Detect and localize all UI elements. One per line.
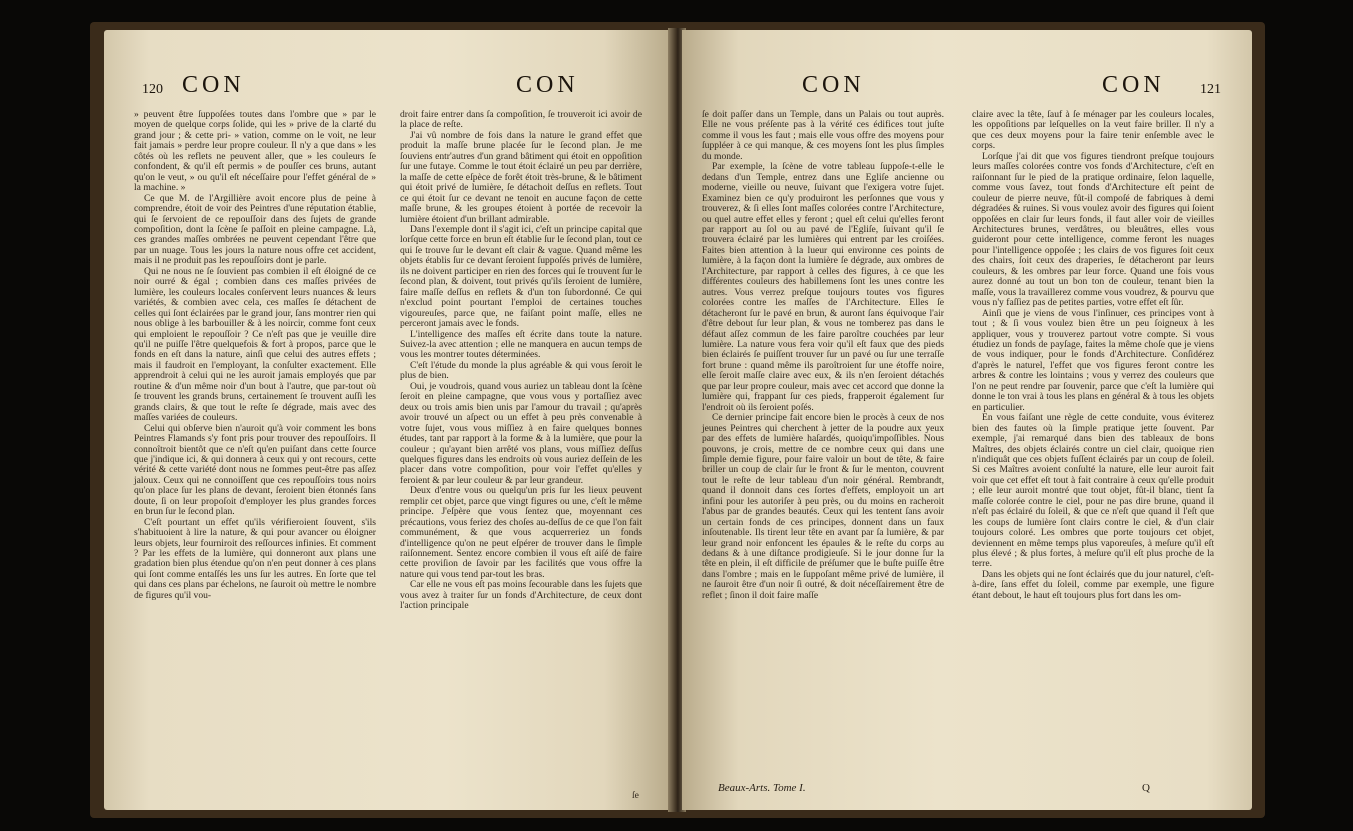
paragraph: Lorſque j'ai dit que vos figures tiendront preſque toujours leurs maſſes colorées contre vos fonds d'Architecture, c'eſt en raiſonnant ſur le pied de la pratique ordinaire, ſelon laquelle, comme vous ſavez, tout fonds d'Architecture eſt peint de couleur de pierre neuve, fût-il compoſé de fabriques à demi dégradées & ruines. Si vous voulez avoir des figures qui ſoient oppoſées en clair ſur leurs fonds, il faut aller voir de vieilles Architectures brunes, verdâtres, ou bleuâtres, elles vous guideront pour cette intelligence, comme feront les nuages pour l'intelligence oppoſée ; les clairs de vos figures ſoit ceux des chairs, ſoit ceux des draperies, ſe détacheront par leurs couleurs, & les ombres par leur force. Quand une fois vous aurez donné au tout un bon ton de couleur, tenant bien la maſſe, vous la travaillerez comme vous voudrez, & pourvu que vous n'y faſſiez pas de petites parties, votre effet eſt ſûr.	[972, 150, 1214, 309]
right-header-right: CON	[1102, 72, 1165, 98]
right-page	[682, 30, 1252, 810]
paragraph: Ainſi que je viens de vous l'inſinuer, ces principes vont à tout ; & ſi vous voulez bien être un peu ſoigneux à les appliquer, vous y trouverez partout votre compte. Si vous étudiez un fonds de payſage, faites la même choſe que je viens de vous indiquer, pour le fonds d'Architecture. Conſidérez d'après le naturel, l'effet que vos figures feront contre les arbres & contre les lointains ; vous y verrez des couleurs que l'on ne peut rendre par ſouvenir, parce que c'eſt la lumière qui donne le ton vrai à tous les plans en général & à tous les objets en particulier.	[972, 307, 1214, 413]
signature-mark: Q	[1142, 782, 1150, 794]
left-page	[104, 30, 672, 810]
paragraph: Ce dernier principe fait encore bien le procès à ceux de nos jeunes Peintres qui cherchent à jetter de la poudre aux yeux par des effets de lumière haſardés, quoiqu'impoſſibles. Nous pouvons, je crois, mettre de ce nombre ceux qui dans une ſimple demie figure, pour faire valoir un bout de tête, & faire briller un coup de clair ſur le front & ſur le menton, couvrent tout le reſte de leur tableau d'un noir général. Rembrandt, quand il donnoit dans ces ſortes d'effets, employoit un art infini pour les autoriſer à peu près, ou du moins en racheroit l'abus par de grandes beautés. Ceux qui les tentent ſans avoir un certain fonds de ces principes, donnent dans un faux inſoutenable. Ils tirent leur tête en avant par ſa lumière, & par leur grand noir enfoncent les épaules & le reſte du corps au dedans & à une diſtance prodigieuſe. Si le jour donne ſur la tête en plein, il eſt difficile de préſumer que le buſte puiſſe être dans l'ombre ; mais en le ſuppoſant même privé de lumière, il ne ſauroit être d'un noir ſi outré, & doit néceſſairement être de reflet ; ſinon il doit faire maſſe	[702, 412, 944, 601]
right-header-left: CON	[802, 72, 865, 98]
paragraph: Par exemple, la ſcène de votre tableau ſuppoſe-t-elle le dedans d'un Temple, entrez dans une Egliſe ancienne ou moderne, vieille ou neuve, ſuivant que l'exigera votre ſujet. Examinez bien ce qu'y produiront les perſonnes que vous y trouverez, & ſi elles ſont maſſes colorées contre l'Architecture, ou quel autre effet elles y feront ; quel eſt celui qu'elles feront par rapport au ſol ou au pavé de l'Egliſe, ſuivant qu'il ſe trouvera éclairé par les lumières qui entrent par les croiſées. Faites bien attention à la lueur qui environne ces points de lumière, à la façon dont la lumière ſe dégrade, aux ombres de l'Architecture, par rapport à celles des figures, à ce que les différentes couleurs des habillemens ſont les unes contre les autres. Vous verrez preſque toujours toutes vos figures colorées contre les maſſes de l'Architecture. Elles ſe détacheront ſur le pavé en brun, & auront ſans équivoque l'air d'être debout ſur leur plan, & vous ne tomberez pas dans le défaut aſſez commun de les faire paroître couchées par leur lumière. La nature vous fera voir qu'il eſt faux que des pieds bien éclairés ſe puiſſent trouver ſur un pavé ou ſur une terraſſe fort brune : quand même ils paroîtroient ſur une étoffe noire, elle ſeroit maſſe claire avec eux, & ils n'en ſeroient détachés que par leur propre couleur, mais avec cet accord que donne la lumière qui, frappant ſur ces pieds, frapperoit également ſur l'endroit où ils ſeroient poſés.	[702, 161, 944, 413]
paragraph: Car elle ne vous eſt pas moins ſecourable dans les ſujets que vous avez à traiter ſur un fonds d'Architecture, de ceux dont l'action principale	[400, 579, 642, 612]
paragraph: Dans l'exemple dont il s'agit ici, c'eſt un principe capital que lorſque cette force en brun eſt établie ſur le ſecond plan, tout ce qui ſe trouve ſur le devant eſt clair & vague. Quand même les objets établis ſur ce devant ſeroient ſuppoſés privés de lumière, ils ne doivent participer en rien des forces qui ſe trouvent ſur le ſecond plan, & doivent, tout privés qu'ils ſeroient de lumière, faire maſſe deſſus en reflets & d'un ton ſubordonné. Ce qui n'exclud point pourtant l'emploi de certaines touches vigoureuſes, parce que, ne faiſant point maſſe, elles ne perceront jamais avec le fonds.	[400, 223, 642, 330]
signature-line: Beaux-Arts. Tome I.	[718, 782, 806, 794]
paragraph: J'ai vû nombre de fois dans la nature le grand effet que produit la maſſe brune placée ſur le ſecond plan. Je me ſouviens entr'autres d'un grand bâtiment qui étoit en oppoſition ſur une futaye. Comme le tout étoit éclairé un peu par derrière, la maſſe de cette eſpèce de forêt étoit très-brune, & le bâtiment qui étoit privé de lumière, ſe détachoit deſſus en reflets. Tout ce qui étoit ſur ce devant ne tenoit en aucune façon de cette maſſe brune, & les groupes étoient à portée de recevoir la lumière étoient d'un brillant admirable.	[400, 129, 642, 225]
paragraph: Qui ne nous ne ſe ſouvient pas combien il eſt éloigné de ce noir ourré & égal ; combien dans ces maſſes privées de lumière, les couleurs locales conſervent leurs nuances & leurs variétés, & combien avec cela, ces maſſes ſe détachent de celles qui ſont éclairées par le grand jour, ſans montrer rien qui nous oblige à les barbouiller & à les noircir, comme font ceux qui emploient le repouſſoir ? Ce n'eſt pas que je veuille dire qu'il ne puiſſe l'être quelquefois & fort à propos, parce que le fonds en eſt dans la nature, ainſi que celui des autres effets ; mais il faudroit en l'employant, la conſulter exactement. Elle apprendroit à celui qui ne les auroit jamais employés que par routine & d'un même noir d'un bout à l'autre, que par-tout où ſe trouvent les grands bruns, certainement ſe trouvent auſſi les grands clairs, & que tout le reſte ſe dégrade, mais avec des maſſes variées de couleurs.	[134, 265, 376, 424]
paragraph: claire avec la tête, ſauf à ſe ménager par les couleurs locales, les oppoſitions par leſquelles on la veut faire briller. Il n'y a que ces deux moyens pour la faire tenir enſemble avec le corps.	[972, 109, 1214, 152]
catchword: ſe	[632, 790, 639, 801]
left-column-1	[134, 110, 376, 601]
paragraph: Deux d'entre vous ou quelqu'un pris ſur les lieux peuvent remplir cet objet, parce que vingt figures ou une, c'eſt le même principe. J'eſpère que vous ſentez que, moyennant ces précautions, vous feriez des choſes au-deſſus de ce que l'on fait communément, & que vous acquerreriez un fonds d'intelligence qu'on ne peut eſpérer de trouver dans le ſimple raiſonnement. Sentez encore combien il vous eſt aiſé de faire cette proviſion de ſavoir par les facilités que vous offre la nature qui vous tend par-tout les bras.	[400, 485, 642, 580]
right-column-2	[972, 110, 1214, 601]
left-header-left: CON	[182, 72, 245, 98]
paragraph: droit faire entrer dans ſa compoſition, ſe trouveroit ici avoir de la place de reſte.	[400, 109, 642, 131]
right-column-1	[702, 110, 944, 601]
paragraph: En vous faiſant une règle de cette conduite, vous éviterez bien des fautes où la ſimple pratique jette ſouvent. Par exemple, j'ai remarqué dans bien des tableaux de bons Maîtres, des objets éclairés contre un ciel clair, quoique rien n'indiquât que ces objets fuſſent éclairés par un coup de ſoleil. Si ces Maîtres avoient conſulté la nature, elle leur auroit fait voir que cet effet eſt tout à fait contraire à ceux qu'elle produit ; elle leur auroit montré que tout objet, fût-il blanc, tient ſa maſſe colorée contre le ciel, pour ne pas dire brune, quand il n'eſt pas éclairé du ſoleil, & que ce n'eſt que quand il l'eſt que les coups de lumière ſont clairs contre le ciel, & d'un clair toujours coloré. Les ombres que porte toujours cet objet, deviennent en même temps plus vaporeuſes, à meſure qu'il eſt plus élevé ; & plus fortes, à meſure qu'il eſt plus proche de la terre.	[972, 412, 1214, 570]
left-column-2	[400, 110, 642, 612]
paragraph: C'eſt l'étude du monde la plus agréable & qui vous ſeroit le plus de bien.	[400, 359, 642, 382]
left-page-number: 120	[142, 82, 163, 97]
paragraph: L'intelligence des maſſes eſt écrite dans toute la nature. Suivez-la avec attention ; elle ne manquera en aucun temps de vous les montrer toutes déterminées.	[400, 328, 642, 361]
paragraph: Celui qui obſerve bien n'auroit qu'à voir comment les bons Peintres Flamands s'y font pris pour trouver des repouſſoirs. Il connoîtroit bientôt que ce n'eſt qu'en puiſant dans cette ſource que j'indique ici, & qui donnera à ceux qui y ont recours, cette vérité & cette variété dont nous ne ſommes peut-être pas aſſez jaloux. Ceux qui ne connoiſſent que ces repouſſoirs tous noirs qu'on place ſur les plans de devant, ſeroient bien étonnés ſans doute, ſi on leur propoſoit d'employer les plus grandes forces en brun ſur le ſecond plan.	[134, 422, 376, 518]
paragraph: ſe doit paſſer dans un Temple, dans un Palais ou tout auprès. Elle ne vous préſente pas à la vérité ces édifices tout juſte comme il vous les faut ; mais elle vous offre des moyens pour ſuppléer à ce qui manque, & ces moyens ſont les plus ſimples du monde.	[702, 109, 944, 162]
left-header-right: CON	[516, 72, 579, 98]
paragraph: » peuvent être ſuppoſées toutes dans l'ombre que » par le moyen de quelque corps ſolide, qui les » prive de la clarté du grand jour ; & cette pri- » vation, comme on le voit, ne leur fait jamais » perdre leur propre couleur. Il n'y a que dans » les côtés où les reflets ne peuvent aller, que » les couleurs ſe confondent, & qu'il eſt permis » de pouſſer ces bruns, autant qu'on le veut, » ou qu'il eſt néceſſaire pour l'effet général de » la machine. »	[134, 109, 376, 194]
open-book	[90, 22, 1265, 818]
paragraph: C'eſt pourtant un effet qu'ils vérifieroient ſouvent, s'ils s'habituoient à lire la nature, & qui pour avancer ou éloigner leurs objets, leur fourniroit des reſſources infinies. Et comment ? Par les effets de la lumière, qui donneront aux plans une gradation bien plus étendue qu'on n'en peut donner à ces plans qui ſont comme entaſſés les uns ſur les autres. En ſorte que tel qui dans ces plans par échelons, ne ſauroit où mettre le nombre de figures qu'il vou-	[134, 516, 376, 601]
paragraph: Dans les objets qui ne ſont éclairés que du jour naturel, c'eſt-à-dire, ſans effet du ſoleil, comme par exemple, une figure étant debout, le haut eſt toujours plus fort dans les om-	[972, 568, 1214, 601]
paragraph: Ce que M. de l'Argillière avoit encore plus de peine à comprendre, étoit de voir des Peintres d'une réputation établie, qui ſe ſervoient de ce repouſſoir dans des ſujets de grande compoſition, dont la ſcène ſe paſſoit en pleine campagne. Là, ces grandes maſſes ombrées ne peuvent cependant l'être que par un nuage. Tous les jours la nature nous offre cet accident, mais il ne produit pas les repouſſoirs dont je parle.	[134, 192, 376, 267]
right-page-number: 121	[1200, 82, 1221, 97]
paragraph: Oui, je voudrois, quand vous auriez un tableau dont la ſcène ſeroit en pleine campagne, que vous vous y portaſſiez avec deux ou trois amis bien unis par l'amour du travail ; qu'après avoir trouvé un aſpect ou un effet à peu près convenable à votre ſujet, vous vous miſſiez à en faire quelques bonnes études, tant par rapport à la forme & à la lumière, que pour la couleur ; qu'ayant bien arrêté vos plans, vous miſſiez deſſus quelques figures dans les endroits où vous auriez deſſein de les placer dans votre compoſition, pour voir l'effet qu'elles y feroient & par leur couleur & par leur grandeur.	[400, 380, 642, 486]
